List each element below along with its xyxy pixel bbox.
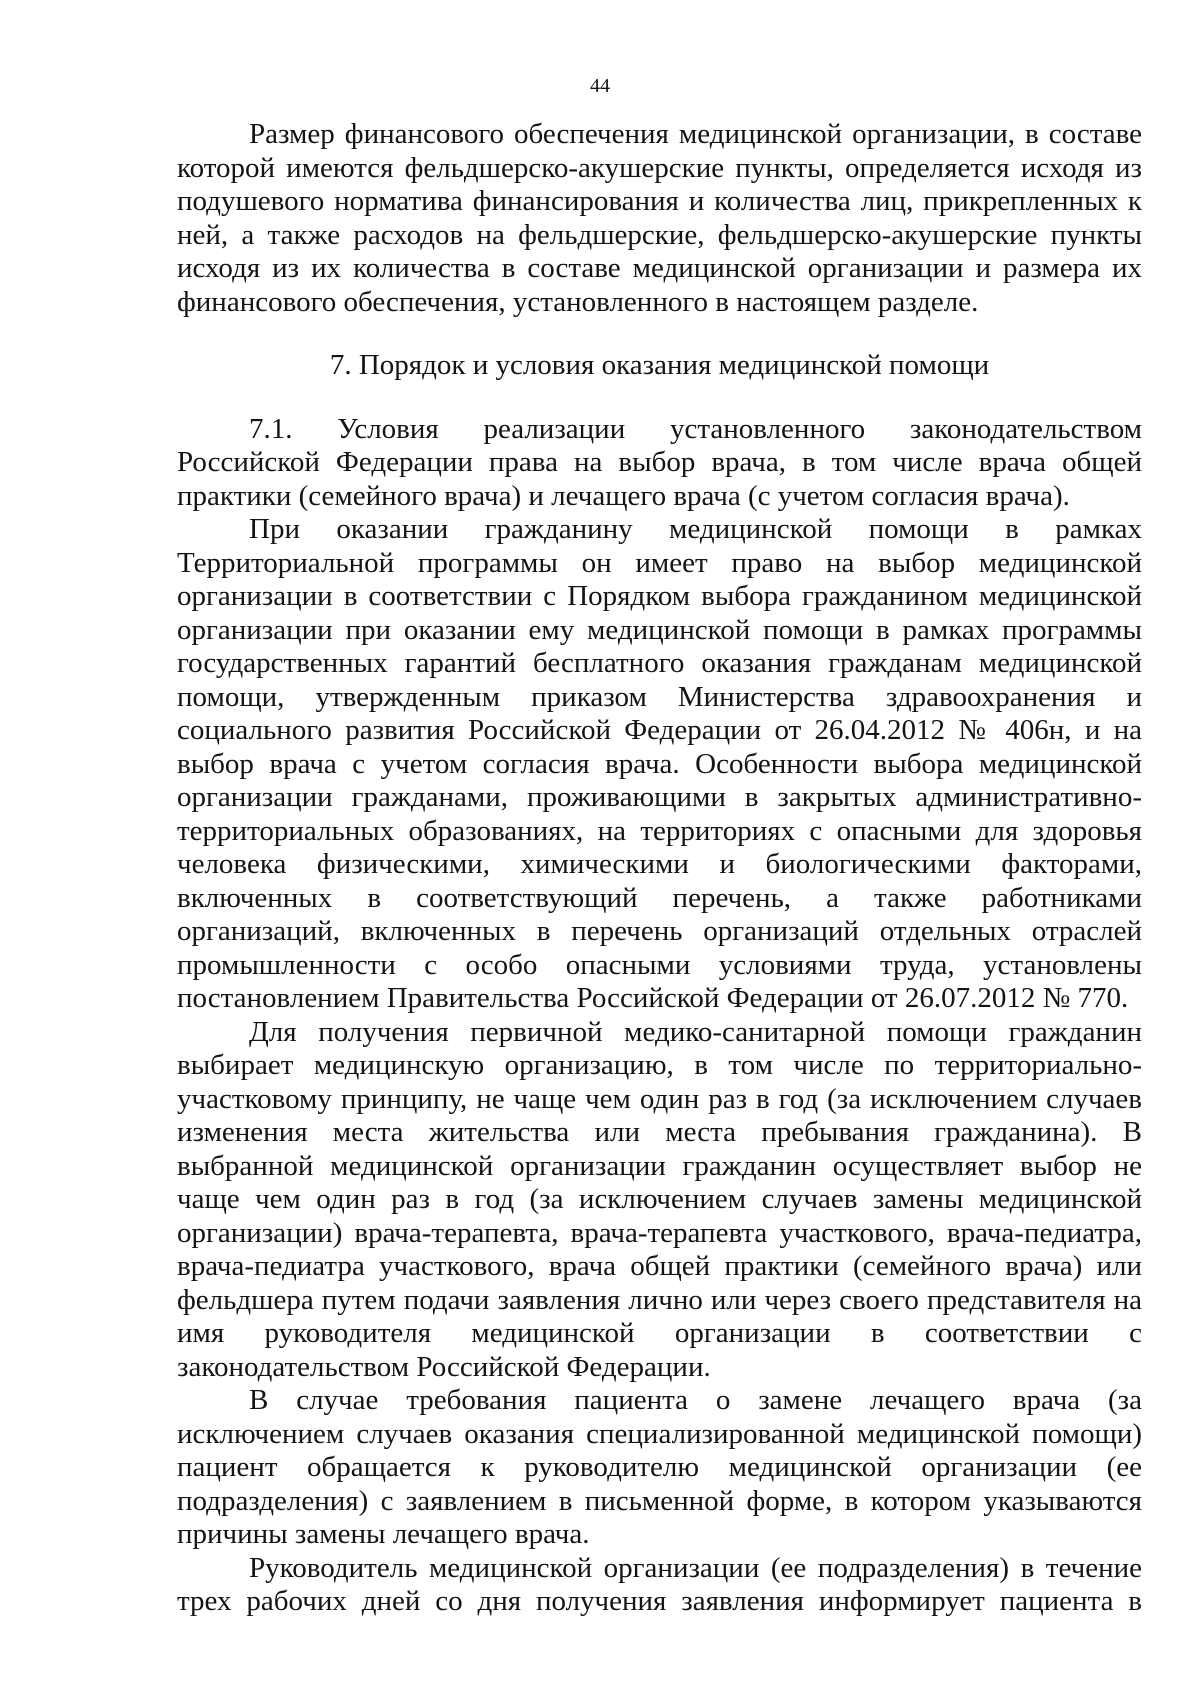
paragraph-7-1-heading: 7.1. Условия реализации установленного законодательством Российской Федерации права на выбор врача, в том числе врача общей практики (семейного врача) и лечащего врача (с учетом согласия врача). [177, 412, 1142, 512]
paragraph-primary-care-choice: Для получения первичной медико-санитарной помощи гражданин выбирает медицинскую организацию, в том числе по территориально-участковому принципу, не чаще чем один раз в год (за исключением случаев изменения места жительства или места пребывания гражданина). В выбранной медицинской организации гражданин осуществляет выбор не чаще чем один раз в год (за исключением случаев замены медицинской организации) врача-терапевта, врача-терапевта участкового, врача-педиатра, врача-педиатра участкового, врача общей практики (семейного врача) или фельдшера путем подачи заявления лично или через своего представителя на имя руководителя медицинской организации в соответствии с законодательством Российской Федерации. [177, 1015, 1142, 1383]
document-body [177, 118, 1142, 1619]
paragraph-head-informs-patient: Руководитель медицинской организации (ее подразделения) в течение трех рабочих дней со дня получения заявления информирует пациента в [177, 1551, 1142, 1617]
paragraph-doctor-replacement: В случае требования пациента о замене лечащего врача (за исключением случаев оказания специализированной медицинской помощи) пациент обращается к руководителю медицинской организации (ее подразделения) с заявлением в письменной форме, в котором указываются причины замены лечащего врача. [177, 1384, 1142, 1550]
page-number: 44 [590, 75, 610, 97]
section-heading: 7. Порядок и условия оказания медицинской помощи [329, 349, 990, 381]
paragraph-choice-of-organization: При оказании гражданину медицинской помощи в рамках Территориальной программы он имеет право на выбор медицинской организации в соответствии с Порядком выбора гражданином медицинской организации при оказании ему медицинской помощи в рамках программы государственных гарантий бесплатного оказания гражданам медицинской помощи, утвержденным приказом Министерства здравоохранения и социального развития Российской Федерации от 26.04.2012 № 406н, и на выбор врача с учетом согласия врача. Особенности выбора медицинской организации гражданами, проживающими в закрытых административно-территориальных образованиях, на территориях с опасными для здоровья человека физическими, химическими и биологическими факторами, включенных в соответствующий перечень, а также работниками организаций, включенных в перечень организаций отдельных отраслей промышленности с особо опасными условиями труда, установлены постановлением Правительства Российской Федерации от 26.07.2012 № 770. [177, 513, 1142, 1014]
paragraph-financial-support: Размер финансового обеспечения медицинской организации, в составе которой имеются фельдшерско-акушерские пункты, определяется исходя из подушевого норматива финансирования и количества лиц, прикрепленных к ней, а также расходов на фельдшерские, фельдшерско-акушерские пункты исходя из их количества в составе медицинской организации и размера их финансового обеспечения, установленного в настоящем разделе. [177, 118, 1142, 318]
